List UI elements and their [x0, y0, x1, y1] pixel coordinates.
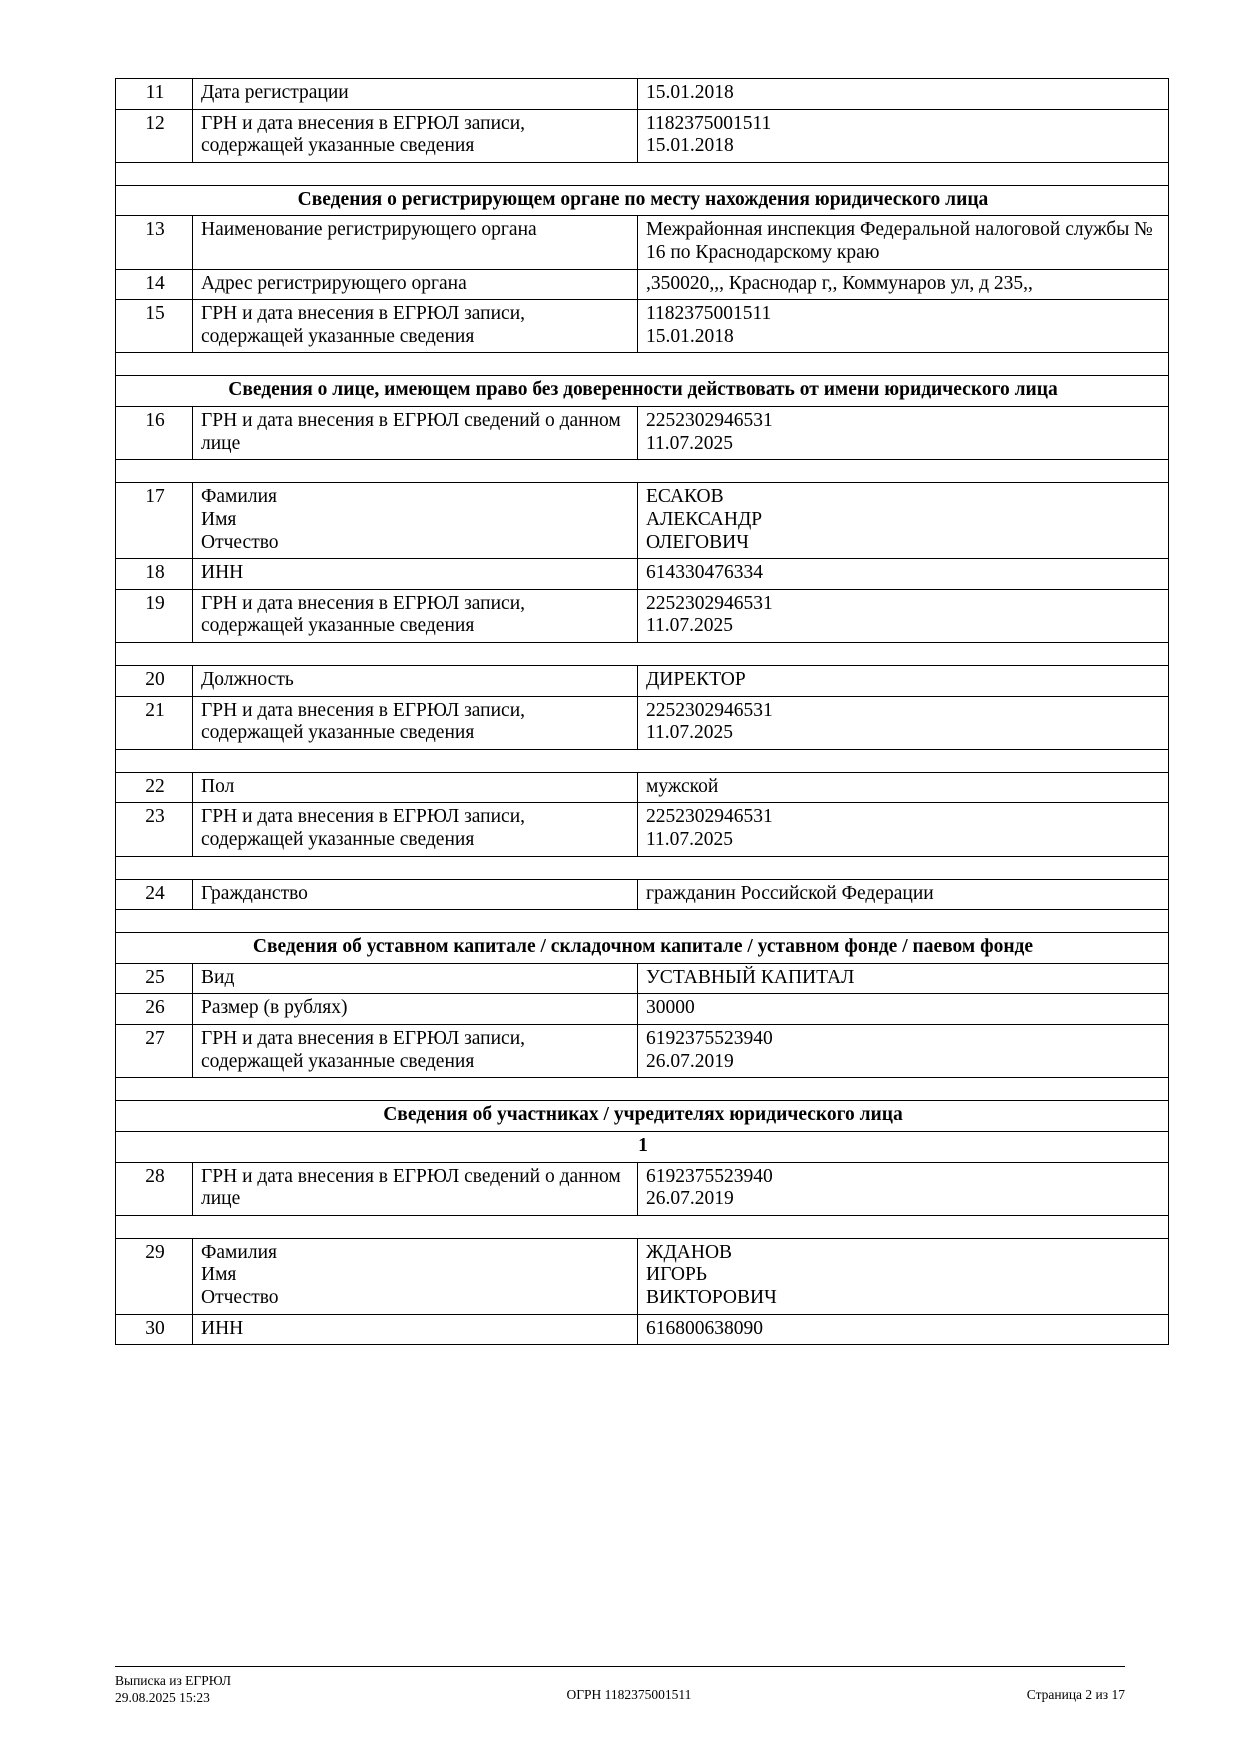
row-number: 18: [116, 559, 193, 590]
footer-datetime: 29.08.2025 15:23: [115, 1690, 210, 1706]
row-value: ДИРЕКТОР: [638, 665, 1169, 696]
row-label: Гражданство: [193, 879, 638, 910]
row-label: Дата регистрации: [193, 79, 638, 110]
row-label: ГРН и дата внесения в ЕГРЮЛ сведений о данном лице: [193, 407, 638, 460]
row-label-line: Отчество: [201, 1286, 279, 1308]
row-value: Межрайонная инспекция Федеральной налоговой службы № 16 по Краснодарскому краю: [638, 216, 1169, 269]
row-label: ИНН: [193, 1314, 638, 1345]
row-value-line: 6192375523940: [646, 1028, 773, 1050]
table-row: [116, 109, 1169, 162]
row-value: 15.01.2018: [638, 79, 1169, 110]
row-value-line: 6192375523940: [646, 1165, 773, 1187]
row-label: Должность: [193, 665, 638, 696]
row-label-line: Отчество: [201, 531, 279, 553]
row-number: 21: [116, 696, 193, 749]
table-section-row: [116, 376, 1169, 407]
row-label-line: Фамилия: [201, 1241, 277, 1263]
row-value-line: 11.07.2025: [646, 722, 734, 744]
table-row: [116, 559, 1169, 590]
row-label: ГРН и дата внесения в ЕГРЮЛ записи, содержащей указанные сведения: [193, 1025, 638, 1078]
table-spacer-row: [116, 1078, 1169, 1101]
row-label: ГРН и дата внесения в ЕГРЮЛ записи, содержащей указанные сведения: [193, 589, 638, 642]
table-row: [116, 1162, 1169, 1215]
table-row: [116, 994, 1169, 1025]
footer-page-number: Страница 2 из 17: [1026, 1687, 1125, 1703]
row-label-line: Имя: [201, 1264, 237, 1286]
row-value-line: 15.01.2018: [646, 325, 734, 347]
table-row: [116, 803, 1169, 856]
table-row: [116, 216, 1169, 269]
table-row: [116, 589, 1169, 642]
row-value-line: 1182375001511: [646, 303, 772, 325]
row-number: 30: [116, 1314, 193, 1345]
row-value-line: ЖДАНОВ: [646, 1241, 733, 1263]
row-value: [638, 483, 1169, 559]
row-number: 27: [116, 1025, 193, 1078]
row-label-line: Фамилия: [201, 486, 277, 508]
row-label: ГРН и дата внесения в ЕГРЮЛ записи, содержащей указанные сведения: [193, 696, 638, 749]
spacer-cell: [116, 460, 1169, 483]
row-value: 614330476334: [638, 559, 1169, 590]
row-number: 24: [116, 879, 193, 910]
row-number: 15: [116, 300, 193, 353]
row-value-line: 2252302946531: [646, 806, 773, 828]
row-label: Пол: [193, 772, 638, 803]
row-value-line: 2252302946531: [646, 410, 773, 432]
row-label: ГРН и дата внесения в ЕГРЮЛ сведений о данном лице: [193, 1162, 638, 1215]
row-value: [638, 696, 1169, 749]
table-spacer-row: [116, 460, 1169, 483]
row-value: гражданин Российской Федерации: [638, 879, 1169, 910]
row-label: ИНН: [193, 559, 638, 590]
table-spacer-row: [116, 749, 1169, 772]
row-value-line: 26.07.2019: [646, 1188, 734, 1210]
table-row: [116, 483, 1169, 559]
footer-left: [115, 1673, 231, 1707]
row-value-line: ОЛЕГОВИЧ: [646, 531, 749, 553]
row-value: [638, 803, 1169, 856]
row-number: 22: [116, 772, 193, 803]
row-number: 12: [116, 109, 193, 162]
row-number: 29: [116, 1238, 193, 1314]
row-value-line: 11.07.2025: [646, 615, 734, 637]
row-number: 17: [116, 483, 193, 559]
row-value: [638, 1238, 1169, 1314]
row-value-line: ЕСАКОВ: [646, 486, 724, 508]
row-label: Наименование регистрирующего органа: [193, 216, 638, 269]
table-spacer-row: [116, 353, 1169, 376]
row-value: [638, 1025, 1169, 1078]
row-label: ГРН и дата внесения в ЕГРЮЛ записи, содержащей указанные сведения: [193, 109, 638, 162]
spacer-cell: [116, 749, 1169, 772]
section-heading: 1: [116, 1131, 1169, 1162]
row-value-line: 15.01.2018: [646, 135, 734, 157]
table-section-row: [116, 1101, 1169, 1132]
row-value: [638, 589, 1169, 642]
table-spacer-row: [116, 642, 1169, 665]
row-number: 26: [116, 994, 193, 1025]
row-value-line: ИГОРЬ: [646, 1264, 707, 1286]
row-label: ГРН и дата внесения в ЕГРЮЛ записи, содержащей указанные сведения: [193, 803, 638, 856]
row-value-line: АЛЕКСАНДР: [646, 508, 763, 530]
table-row: [116, 696, 1169, 749]
row-label-line: Имя: [201, 508, 237, 530]
section-heading: Сведения о регистрирующем органе по месту нахождения юридического лица: [116, 185, 1169, 216]
table-row: [116, 1314, 1169, 1345]
row-value: ,350020,,, Краснодар г,, Коммунаров ул, д 235,,: [638, 269, 1169, 300]
spacer-cell: [116, 353, 1169, 376]
row-value-line: 11.07.2025: [646, 829, 734, 851]
row-number: 11: [116, 79, 193, 110]
row-value-line: 11.07.2025: [646, 432, 734, 454]
row-value: [638, 1162, 1169, 1215]
table-row: [116, 407, 1169, 460]
row-label: Размер (в рублях): [193, 994, 638, 1025]
table-row: [116, 1238, 1169, 1314]
row-value-line: 2252302946531: [646, 699, 773, 721]
spacer-cell: [116, 910, 1169, 933]
row-number: 25: [116, 963, 193, 994]
row-number: 28: [116, 1162, 193, 1215]
row-value: УСТАВНЫЙ КАПИТАЛ: [638, 963, 1169, 994]
row-label: Адрес регистрирующего органа: [193, 269, 638, 300]
row-label: Вид: [193, 963, 638, 994]
table-spacer-row: [116, 1215, 1169, 1238]
row-number: 20: [116, 665, 193, 696]
row-value-line: ВИКТОРОВИЧ: [646, 1286, 777, 1308]
section-heading: Сведения о лице, имеющем право без доверенности действовать от имени юридического лица: [116, 376, 1169, 407]
row-value: мужской: [638, 772, 1169, 803]
row-label: ГРН и дата внесения в ЕГРЮЛ записи, содержащей указанные сведения: [193, 300, 638, 353]
spacer-cell: [116, 162, 1169, 185]
spacer-cell: [116, 856, 1169, 879]
section-heading: Сведения об участниках / учредителях юридического лица: [116, 1101, 1169, 1132]
table-section-row: [116, 933, 1169, 964]
row-number: 16: [116, 407, 193, 460]
row-number: 23: [116, 803, 193, 856]
table-row: [116, 963, 1169, 994]
row-value: [638, 300, 1169, 353]
row-value: 616800638090: [638, 1314, 1169, 1345]
row-number: 13: [116, 216, 193, 269]
table-row: [116, 1025, 1169, 1078]
table-row: [116, 665, 1169, 696]
row-number: 19: [116, 589, 193, 642]
egrul-extract-table: [115, 78, 1169, 1345]
table-row: [116, 879, 1169, 910]
spacer-cell: [116, 1078, 1169, 1101]
row-label: [193, 483, 638, 559]
table-section-row: [116, 185, 1169, 216]
spacer-cell: [116, 642, 1169, 665]
spacer-cell: [116, 1215, 1169, 1238]
row-value: [638, 109, 1169, 162]
row-value: 30000: [638, 994, 1169, 1025]
section-heading: Сведения об уставном капитале / складочном капитале / уставном фонде / паевом фонде: [116, 933, 1169, 964]
row-value: [638, 407, 1169, 460]
row-value-line: 2252302946531: [646, 592, 773, 614]
row-value-line: 26.07.2019: [646, 1050, 734, 1072]
page-footer: [115, 1666, 1125, 1707]
table-section-row: [116, 1131, 1169, 1162]
table-row: [116, 79, 1169, 110]
row-number: 14: [116, 269, 193, 300]
footer-ogrn: ОГРН 1182375001511: [566, 1687, 692, 1703]
row-label: [193, 1238, 638, 1314]
table-spacer-row: [116, 162, 1169, 185]
table-spacer-row: [116, 910, 1169, 933]
table-row: [116, 772, 1169, 803]
table-spacer-row: [116, 856, 1169, 879]
footer-doc-title: Выписка из ЕГРЮЛ: [115, 1673, 232, 1689]
row-value-line: 1182375001511: [646, 112, 772, 134]
table-row: [116, 300, 1169, 353]
table-row: [116, 269, 1169, 300]
